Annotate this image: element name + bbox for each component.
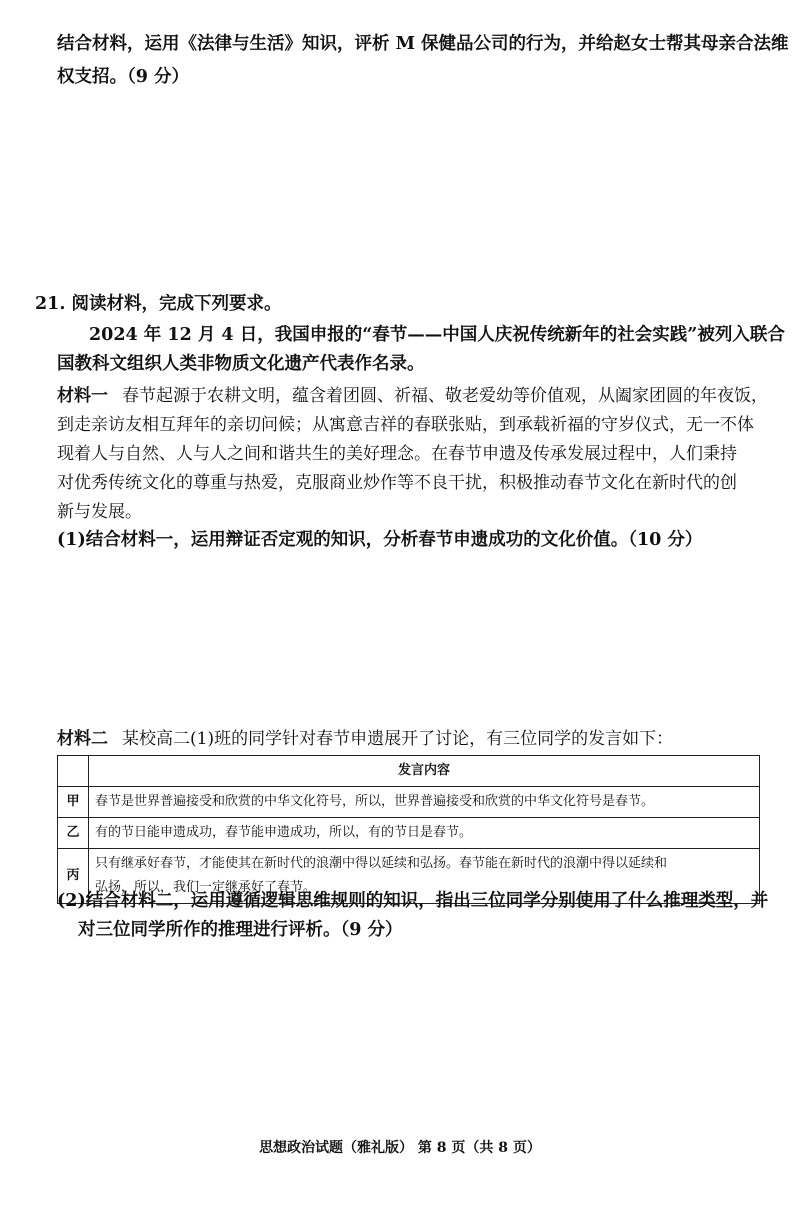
table-header: 发言内容 [89, 756, 760, 787]
page-footer: 思想政治试题（雅礼版） 第 8 页（共 8 页） [259, 1140, 541, 1156]
q20-line-2: 权支招。（9 分） [57, 67, 190, 87]
material1-label: 材料一 [57, 386, 108, 406]
table-row [58, 818, 760, 849]
speaker-bing: 丙 [58, 849, 89, 904]
speech-jia: 春节是世界普遍接受和欣赏的中华文化符号，所以，世界普遍接受和欣赏的中华文化符号是春节。 [89, 787, 760, 818]
table-header-row [58, 756, 760, 787]
speech-bing-line-2: 弘扬，所以，我们一定继承好了春节。 [95, 880, 317, 895]
material1-line-3: 现着人与自然、人与人之间和谐共生的美好理念。在春节申遗及传承发展过程中，人们秉持 [57, 444, 737, 464]
q20-line-1: 结合材料，运用《法律与生活》知识，评析 M 保健品公司的行为，并给赵女士帮其母亲合法维 [57, 34, 789, 54]
q21-intro-line-2: 国教科文组织人类非物质文化遗产代表作名录。 [57, 354, 425, 374]
material1-line-4: 对优秀传统文化的尊重与热爱，克服商业炒作等不良干扰，积极推动春节文化在新时代的创 [57, 473, 737, 493]
speech-bing-line-1: 只有继承好春节，才能使其在新时代的浪潮中得以延续和弘扬。春节能在新时代的浪潮中得以延续和 [95, 856, 668, 871]
material1-first-line [57, 384, 768, 408]
q21-intro-line-1: 2024 年 12 月 4 日，我国申报的“春节——中国人庆祝传统新年的社会实践”被列入联合 [89, 325, 785, 345]
material1-line-1: 春节起源于农耕文明，蕴含着团圆、祈福、敬老爱幼等价值观，从阖家团圆的年夜饭， [122, 386, 768, 406]
material2-text: 某校高二(1)班的同学针对春节申遗展开了讨论，有三位同学的发言如下： [122, 729, 674, 749]
material2-label: 材料二 [57, 729, 108, 749]
table-header-empty [58, 756, 89, 787]
material2-line [57, 727, 673, 751]
speaker-yi: 乙 [58, 818, 89, 849]
material1-line-2: 到走亲访友相互拜年的亲切问候；从寓意吉祥的春联张贴，到承载祈福的守岁仪式，无一不体 [57, 415, 754, 435]
speech-yi: 有的节日能申遗成功，春节能申遗成功，所以，有的节日是春节。 [89, 818, 760, 849]
question-1: (1)结合材料一，运用辩证否定观的知识，分析春节申遗成功的文化价值。（10 分） [57, 530, 703, 550]
table-row [58, 787, 760, 818]
speaker-jia: 甲 [58, 787, 89, 818]
speech-table [57, 755, 760, 904]
question-2-line-1: (2)结合材料二，运用遵循逻辑思维规则的知识，指出三位同学分别使用了什么推理类型，并 [57, 891, 769, 911]
material1-line-5: 新与发展。 [57, 502, 142, 522]
question-2-line-2: 对三位同学所作的推理进行评析。（9 分） [78, 920, 403, 940]
q21-title: 21. 阅读材料，完成下列要求。 [35, 294, 282, 314]
